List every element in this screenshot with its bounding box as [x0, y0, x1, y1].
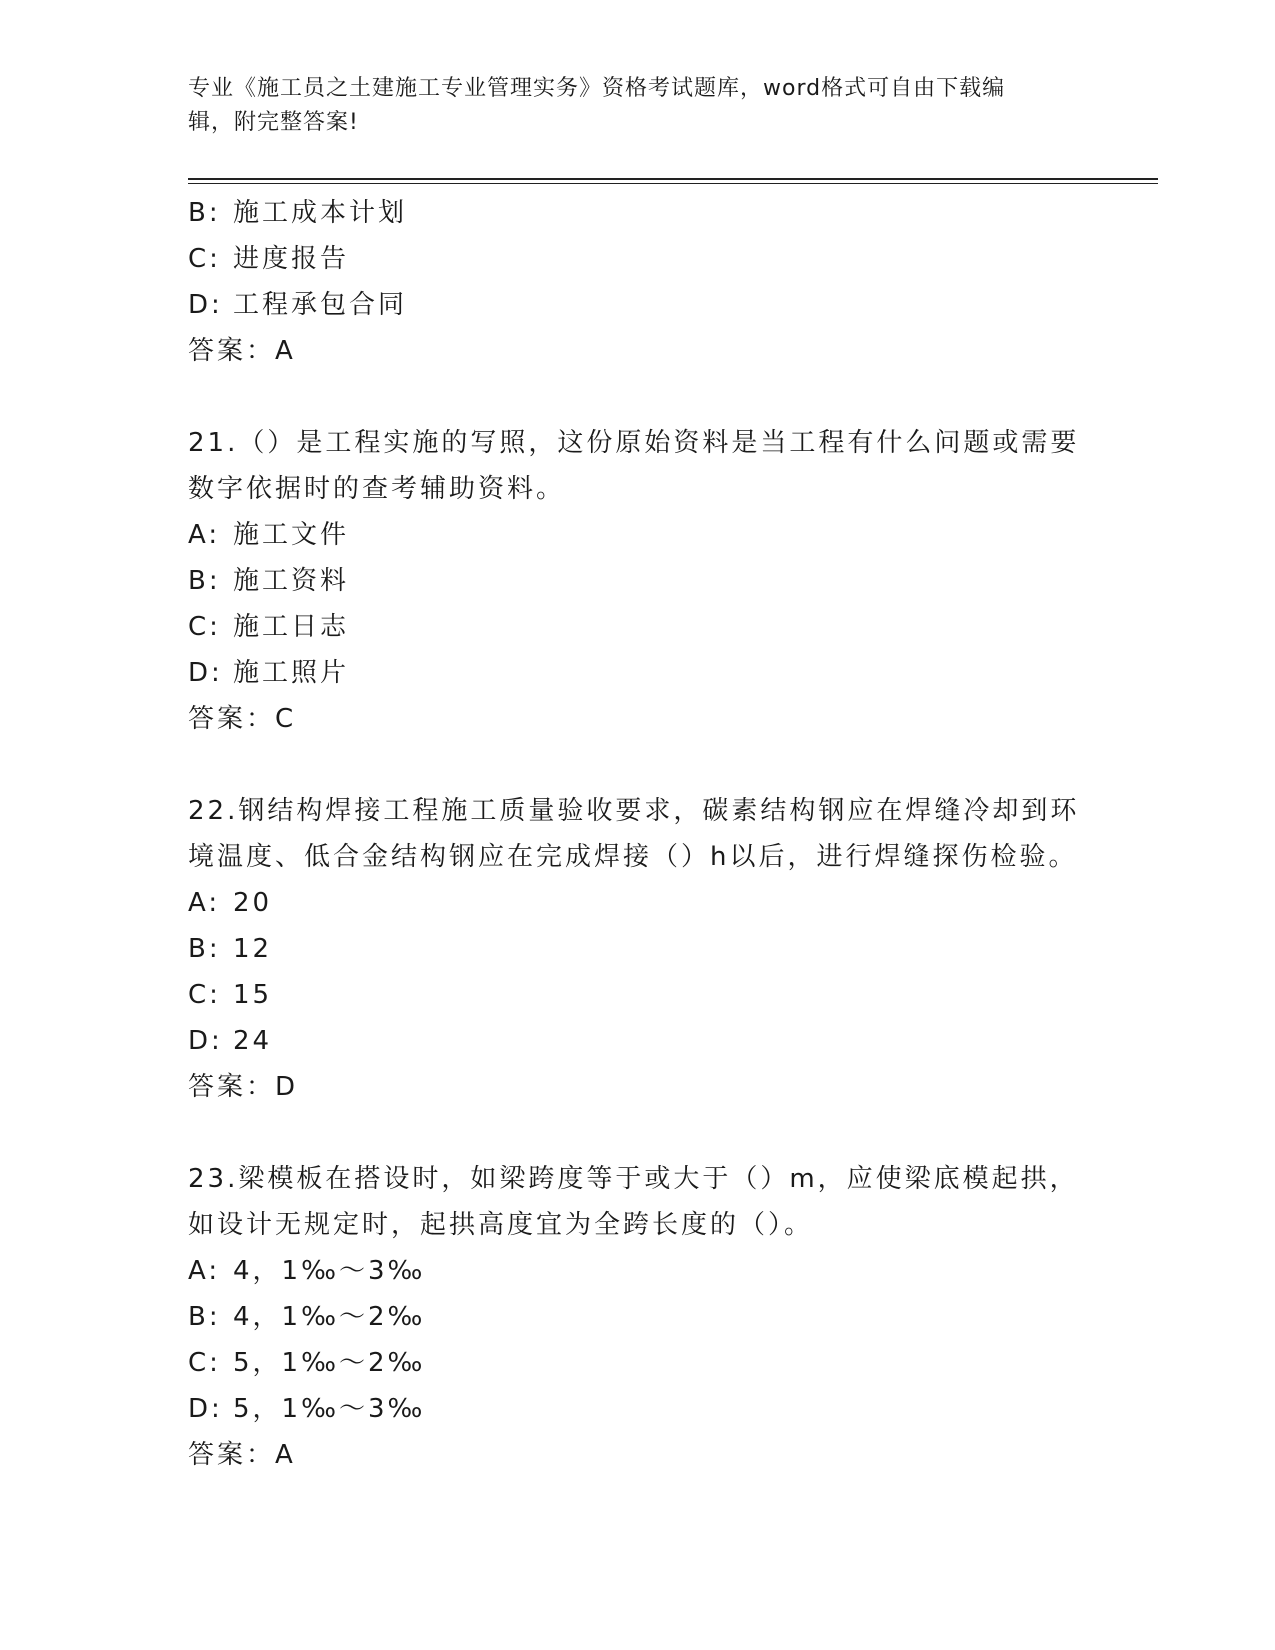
question-22 [188, 788, 1088, 1110]
option-a: A: 4，1‰～3‰ [188, 1256, 426, 1286]
answer: 答案：A [188, 1440, 296, 1470]
option-c: C: 进度报告 [188, 244, 350, 274]
answer: 答案：C [188, 704, 297, 734]
answer: 答案：D [188, 1072, 299, 1102]
option-c: C: 施工日志 [188, 612, 350, 642]
option-a: A: 施工文件 [188, 520, 350, 550]
question-23 [188, 1156, 1088, 1478]
spacer [188, 1110, 1088, 1156]
header-rule-thin [188, 183, 1158, 184]
option-c: C: 15 [188, 980, 273, 1010]
question-text-line-2: 境温度、低合金结构钢应在完成焊接（）h以后，进行焊缝探伤检验。 [188, 842, 1078, 872]
option-d: D: 工程承包合同 [188, 290, 408, 320]
header-rule-thick [188, 178, 1158, 180]
question-text-line-2: 数字依据时的查考辅助资料。 [188, 474, 566, 504]
header-line-1: 专业《施工员之土建施工专业管理实务》资格考试题库，word格式可自由下载编 [188, 76, 1006, 101]
option-c: C: 5，1‰～2‰ [188, 1348, 426, 1378]
question-list [188, 190, 1088, 1478]
question-text-line-2: 如设计无规定时，起拱高度宜为全跨长度的（）。 [188, 1210, 814, 1240]
option-d: D: 施工照片 [188, 658, 350, 688]
document-header [188, 72, 1088, 140]
option-a: A: 20 [188, 888, 273, 918]
option-d: D: 5，1‰～3‰ [188, 1394, 426, 1424]
option-b: B: 12 [188, 934, 273, 964]
header-line-2: 辑，附完整答案! [188, 110, 359, 135]
prev-question [188, 190, 1088, 374]
question-21 [188, 420, 1088, 742]
spacer [188, 374, 1088, 420]
answer: 答案：A [188, 336, 296, 366]
option-b: B: 施工资料 [188, 566, 350, 596]
option-b: B: 4，1‰～2‰ [188, 1302, 426, 1332]
spacer [188, 742, 1088, 788]
question-text-line-1: 22.钢结构焊接工程施工质量验收要求，碳素结构钢应在焊缝冷却到环 [188, 796, 1080, 826]
option-b: B: 施工成本计划 [188, 198, 408, 228]
option-d: D: 24 [188, 1026, 273, 1056]
question-text-line-1: 21.（）是工程实施的写照，这份原始资料是当工程有什么问题或需要 [188, 428, 1080, 458]
question-text-line-1: 23.梁模板在搭设时，如梁跨度等于或大于（）m，应使梁底模起拱， [188, 1164, 1079, 1194]
